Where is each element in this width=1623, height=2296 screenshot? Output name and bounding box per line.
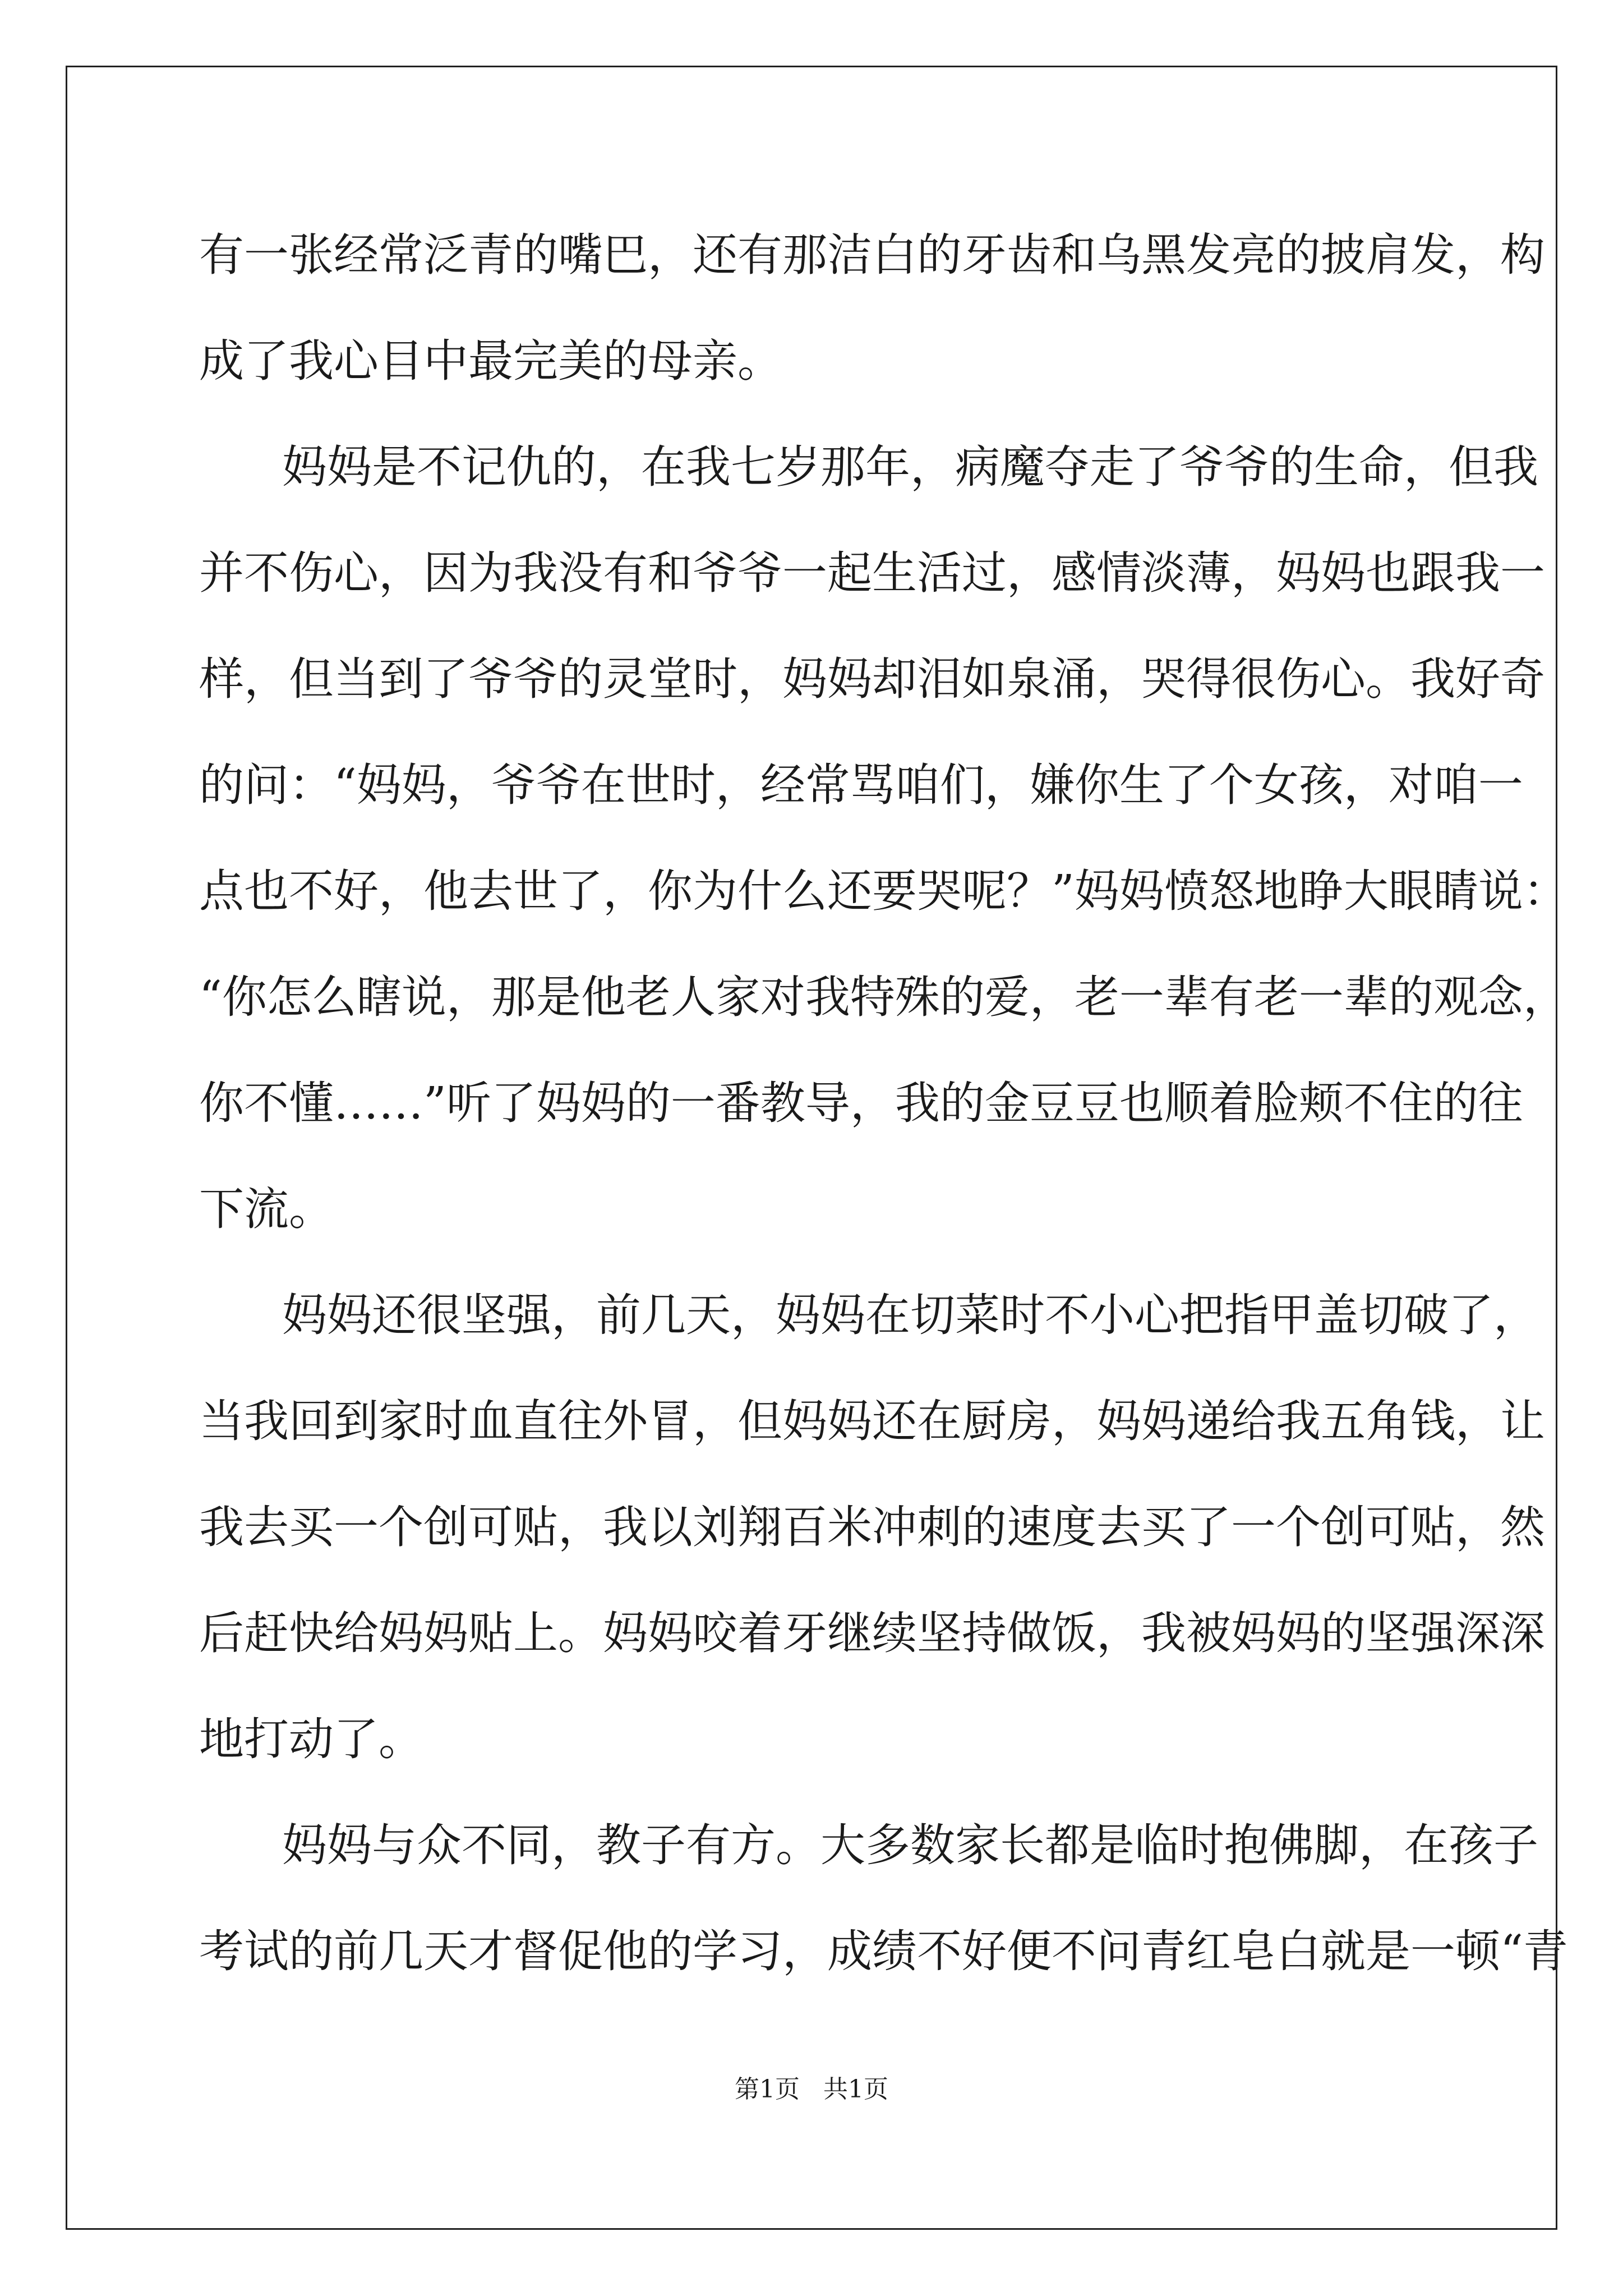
text-line: 并不伤心，因为我没有和爷爷一起生活过，感情淡薄，妈妈也跟我一 bbox=[199, 547, 1545, 599]
page-total: 共1页 bbox=[823, 2075, 888, 2104]
text-line: 我去买一个创可贴，我以刘翔百米冲刺的速度去买了一个创可贴，然 bbox=[199, 1501, 1545, 1553]
text-line: 的问：“妈妈，爷爷在世时，经常骂咱们，嫌你生了个女孩，对咱一 bbox=[199, 759, 1523, 811]
text-line: 地打动了。 bbox=[199, 1713, 423, 1765]
text-line: 你不懂……”听了妈妈的一番教导，我的金豆豆也顺着脸颊不住的往 bbox=[199, 1077, 1523, 1129]
text-line: 妈妈还很坚强，前几天，妈妈在切菜时不小心把指甲盖切破了， bbox=[282, 1289, 1538, 1341]
text-line: 当我回到家时血直往外冒，但妈妈还在厨房，妈妈递给我五角钱，让 bbox=[199, 1395, 1545, 1447]
text-line: 点也不好，他去世了，你为什么还要哭呢？”妈妈愤怒地睁大眼睛说： bbox=[199, 865, 1568, 917]
text-line: 有一张经常泛青的嘴巴，还有那洁白的牙齿和乌黑发亮的披肩发，构 bbox=[199, 229, 1545, 281]
text-line: 妈妈与众不同，教子有方。大多数家长都是临时抱佛脚，在孩子 bbox=[282, 1819, 1538, 1871]
text-line: 成了我心目中最完美的母亲。 bbox=[199, 335, 782, 387]
text-line: 样，但当到了爷爷的灵堂时，妈妈却泪如泉涌，哭得很伤心。我好奇 bbox=[199, 653, 1545, 705]
document-body bbox=[199, 222, 1568, 2024]
page-number: 第1页 bbox=[735, 2075, 800, 2104]
text-line: 后赶快给妈妈贴上。妈妈咬着牙继续坚持做饭，我被妈妈的坚强深深 bbox=[199, 1607, 1545, 1659]
text-line: 下流。 bbox=[199, 1183, 334, 1235]
text-line: 考试的前几天才督促他的学习，成绩不好便不问青红皂白就是一顿“青 bbox=[199, 1925, 1568, 1977]
page-footer bbox=[0, 2073, 1623, 2106]
text-line: 妈妈是不记仇的，在我七岁那年，病魔夺走了爷爷的生命，但我 bbox=[282, 441, 1538, 493]
text-line: “你怎么瞎说，那是他老人家对我特殊的爱，老一辈有老一辈的观念， bbox=[199, 971, 1568, 1023]
